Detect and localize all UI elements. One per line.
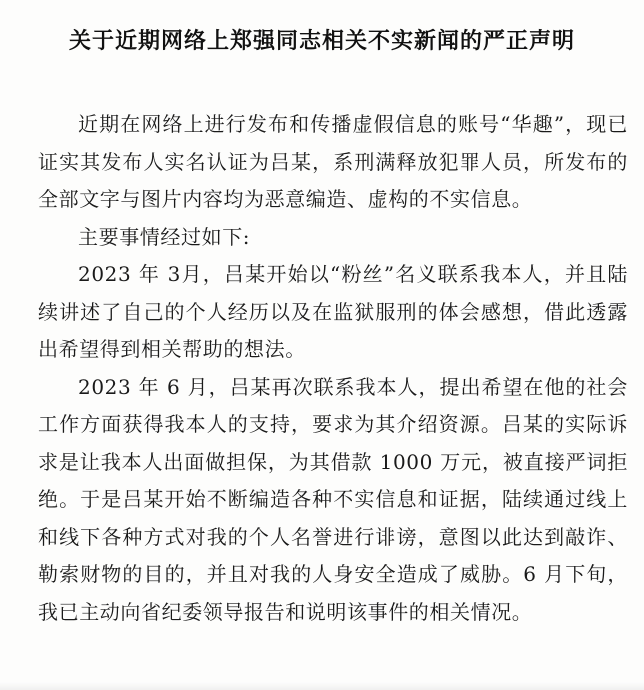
document-title: 关于近期网络上郑强同志相关不实新闻的严正声明 — [68, 28, 575, 54]
paragraph-march: 2023 年 3月，吕某开始以“粉丝”名义联系我本人，并且陆续讲述了自己的个人经历以及在监狱服刑的体会感想，借此透露出希望得到相关帮助的想法。 — [38, 262, 628, 361]
document-body — [38, 106, 628, 631]
paragraph-intro: 近期在网络上进行发布和传播虚假信息的账号“华趣”，现已证实其发布人实名认证为吕某，系刑满释放犯罪人员，所发布的全部文字与图片内容均为恶意编造、虚构的不实信息。 — [38, 112, 628, 211]
page-edge-shadow — [0, 682, 644, 690]
paragraph-june: 2023 年 6 月，吕某再次联系我本人，提出希望在他的社会工作方面获得我本人的支持，要求为其介绍资源。吕某的实际诉求是让我本人出面做担保，为其借款 1000 万元，被直接严词拒绝。于是吕某开始不断编造各种不实信息和证据，陆续通过线上和线下各种方式对我的个人名誉进行诽谤，意图以此达到敲诈、勒索财物的目的，并且对我的人身安全造成了威胁。6 月下旬，我已主动向省纪委领导报告和说明该事件的相关情况。 — [38, 374, 628, 624]
paragraph-heading: 主要事情经过如下: — [78, 224, 251, 249]
